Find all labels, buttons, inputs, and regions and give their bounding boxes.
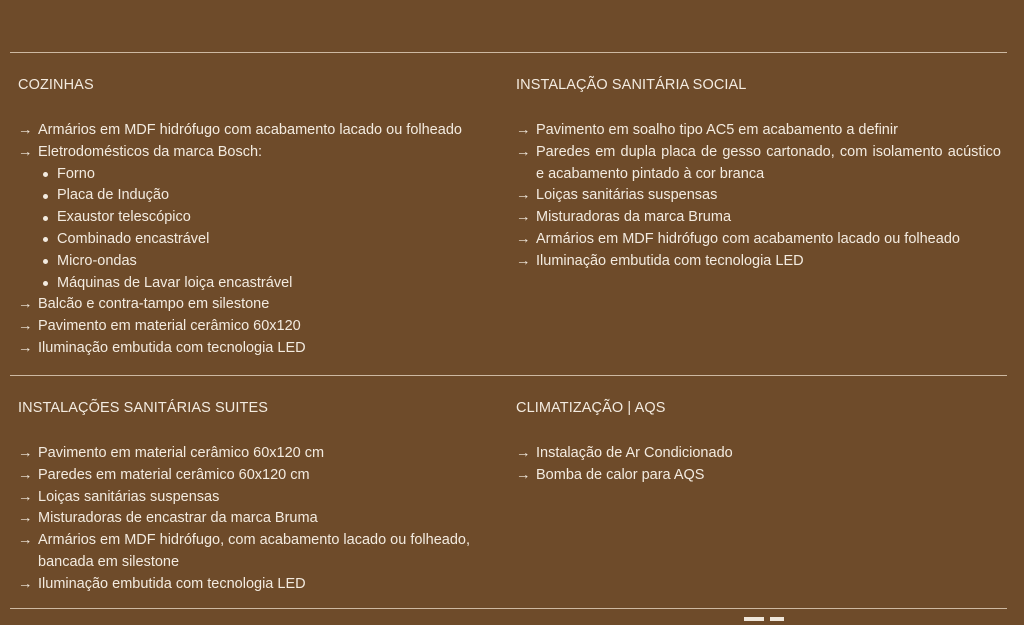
divider-middle: [10, 375, 1007, 376]
list-item: → Instalação de Ar Condicionado: [516, 443, 1001, 465]
bullet-icon: [43, 281, 48, 286]
item-list: [516, 443, 1001, 487]
list-item: → Balcão e contra-tampo em silestone: [18, 294, 503, 316]
arrow-icon: →: [18, 339, 33, 356]
arrow-icon: →: [516, 230, 531, 247]
bullet-item: Forno: [18, 164, 503, 186]
bullet-item: Combinado encastrável: [18, 229, 503, 251]
arrow-icon: →: [516, 466, 531, 483]
bullet-icon: [43, 237, 48, 242]
list-item: → Misturadoras da marca Bruma: [516, 207, 1001, 229]
list-item: → Pavimento em material cerâmico 60x120: [18, 316, 503, 338]
list-item: → Iluminação embutida com tecnologia LED: [18, 574, 503, 596]
section-title: CLIMATIZAÇÃO | AQS: [516, 400, 666, 416]
list-item: → Loiças sanitárias suspensas: [516, 185, 1001, 207]
section-sanitaria-social: [516, 76, 1001, 273]
section-cozinhas: [18, 76, 503, 360]
footer-mark: [744, 617, 764, 621]
list-item: → Armários em MDF hidrófugo com acabamento lacado ou folheado: [516, 229, 1001, 251]
arrow-icon: →: [516, 143, 531, 160]
arrow-icon: →: [18, 122, 33, 138]
list-item: → Pavimento em material cerâmico 60x120 cm: [18, 443, 503, 465]
arrow-icon: →: [516, 209, 531, 226]
arrow-icon: →: [18, 445, 33, 461]
arrow-icon: →: [18, 488, 33, 505]
bullet-icon: [43, 194, 48, 199]
arrow-icon: →: [18, 466, 33, 483]
list-item: → Paredes em dupla placa de gesso cartonado, com isolamento acústico e acabamento pintado à cor branca: [516, 143, 1001, 182]
list-item: → Iluminação embutida com tecnologia LED: [516, 251, 1001, 273]
list-item: → Loiças sanitárias suspensas: [18, 487, 503, 509]
list-item: → Misturadoras de encastrar da marca Bruma: [18, 508, 503, 530]
arrow-icon: →: [18, 575, 33, 592]
list-item: → Pavimento em soalho tipo AC5 em acabamento a definir: [516, 120, 1001, 142]
section-sanitarias-suites: [18, 399, 503, 596]
list-item: → Armários em MDF hidrófugo, com acabamento lacado ou folheado, bancada em silestone: [18, 532, 470, 570]
section-title: INSTALAÇÃO SANITÁRIA SOCIAL: [516, 77, 747, 93]
arrow-icon: →: [18, 318, 33, 335]
list-item: → Paredes em material cerâmico 60x120 cm: [18, 465, 503, 487]
bullet-icon: [43, 259, 48, 264]
section-climatizacao: [516, 399, 1001, 487]
footer-mark: [770, 617, 784, 621]
arrow-icon: →: [516, 252, 531, 269]
footer-marks: [744, 609, 804, 613]
list-item: → Armários em MDF hidrófugo com acabamento lacado ou folheado: [18, 120, 503, 142]
item-list: [516, 120, 1001, 273]
arrow-icon: →: [516, 187, 531, 204]
list-item: → Iluminação embutida com tecnologia LED: [18, 338, 503, 360]
arrow-icon: →: [18, 296, 33, 313]
section-title: INSTALAÇÕES SANITÁRIAS SUITES: [18, 400, 268, 416]
section-title: COZINHAS: [18, 77, 94, 93]
bullet-item: Exaustor telescópico: [18, 207, 503, 229]
bullet-item: Máquinas de Lavar loiça encastrável: [18, 273, 503, 295]
divider-top: [10, 52, 1007, 53]
item-list: [18, 443, 503, 596]
list-item: → Eletrodomésticos da marca Bosch:: [18, 142, 503, 164]
bullet-item: Micro-ondas: [18, 251, 503, 273]
arrow-icon: →: [18, 510, 33, 527]
divider-bottom: [10, 608, 1007, 609]
bullet-icon: [43, 172, 48, 177]
arrow-icon: →: [18, 143, 33, 160]
arrow-icon: →: [18, 532, 33, 549]
bullet-icon: [43, 216, 48, 221]
arrow-icon: →: [516, 445, 531, 461]
arrow-icon: →: [516, 122, 531, 138]
list-item: → Bomba de calor para AQS: [516, 465, 1001, 487]
item-list: [18, 120, 503, 360]
bullet-item: Placa de Indução: [18, 185, 503, 207]
